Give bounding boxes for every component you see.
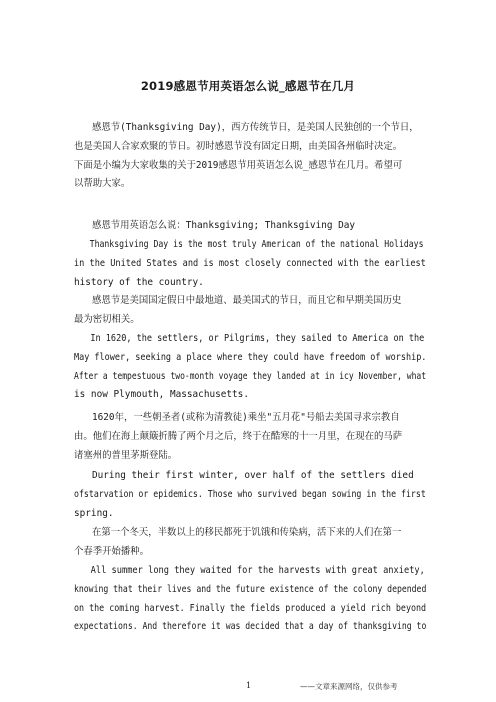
- paragraph-line: 以帮助大家。: [74, 178, 131, 190]
- paragraph-line: After a tempestuous two-month voyage they landed at in icy November, what: [74, 370, 427, 382]
- paragraph: [74, 330, 426, 405]
- paragraph-line: expectations. And therefore it was decided that a day of thanksgiving to: [74, 621, 427, 633]
- paragraph-line: 下面是小编为大家收集的关于2019感恩节用英语怎么说_感恩节在几月。希望可: [74, 159, 403, 171]
- paragraph-line: is now Plymouth, Massachusetts.: [74, 389, 249, 401]
- paragraph-line: spring.: [74, 507, 114, 519]
- paragraph-line: knowing that their lives and the future existence of the colony depended: [74, 583, 427, 595]
- footer-source-note: ——文章来源网络，仅供参考: [300, 682, 398, 691]
- paragraph: [74, 467, 426, 523]
- page-number: 1: [246, 681, 252, 690]
- paragraph: [74, 524, 426, 562]
- paragraph-line: 最为密切相关。: [74, 313, 140, 325]
- paragraph: [74, 217, 426, 236]
- paragraph: [74, 119, 426, 194]
- paragraph-line: All summer long they waited for the harvests with great anxiety,: [90, 565, 425, 576]
- paragraph-line: During their first winter, over half of the settlers died: [92, 470, 414, 481]
- paragraph-line: ofstarvation or epidemics. Those who survived began sowing in the first: [74, 488, 426, 500]
- paragraph: [74, 292, 426, 330]
- paragraph: [74, 236, 426, 292]
- paragraph-line: 感恩节用英语怎么说：Thanksgiving; Thanksgiving Day: [92, 220, 356, 231]
- paragraph-line: 由。他们在海上颠簸折腾了两个月之后，终于在酷寒的十一月里，在现在的马萨: [74, 430, 403, 442]
- paragraph-line: 感恩节是美国国定假日中最地道、最美国式的节日，而且它和早期美国历史: [92, 295, 402, 306]
- paragraph-line: 在第一个冬天，半数以上的移民都死于饥饿和传染病，活下来的人们在第一: [92, 527, 402, 538]
- paragraph-line: 感恩节(Thanksgiving Day)，西方传统节日，是美国人民独创的一个节日，: [92, 122, 419, 133]
- paragraph-line: Thanksgiving Day is the most truly American of the national Holidays: [89, 239, 424, 250]
- paragraph-line: on the coming harvest. Finally the fields produced a yield rich beyond: [74, 602, 427, 614]
- paragraph-line: 1620年，一些朝圣者(或称为清教徒)乘坐"五月花"号船去美国寻求宗教自: [92, 412, 400, 423]
- paragraph: [74, 409, 426, 465]
- paragraph-line: 个春季开始播种。: [74, 545, 150, 557]
- paragraph-line: 也是美国人合家欢聚的节日。初时感恩节没有固定日期，由美国各州临时决定。: [74, 140, 403, 152]
- paragraph-line: In 1620, the settlers, or Pilgrims, they sailed to America on the: [90, 333, 425, 344]
- paragraph-line: 诸塞州的普里茅斯登陆。: [74, 449, 178, 461]
- paragraph-line: history of the country.: [74, 276, 204, 288]
- paragraph: [74, 562, 426, 637]
- paragraph-line: May flower, seeking a place where they could have freedom of worship.: [74, 351, 427, 363]
- page-title: 2019感恩节用英语怎么说_感恩节在几月: [140, 79, 356, 93]
- paragraph-line: in the United States and is most closely connected with the earliest: [74, 257, 426, 269]
